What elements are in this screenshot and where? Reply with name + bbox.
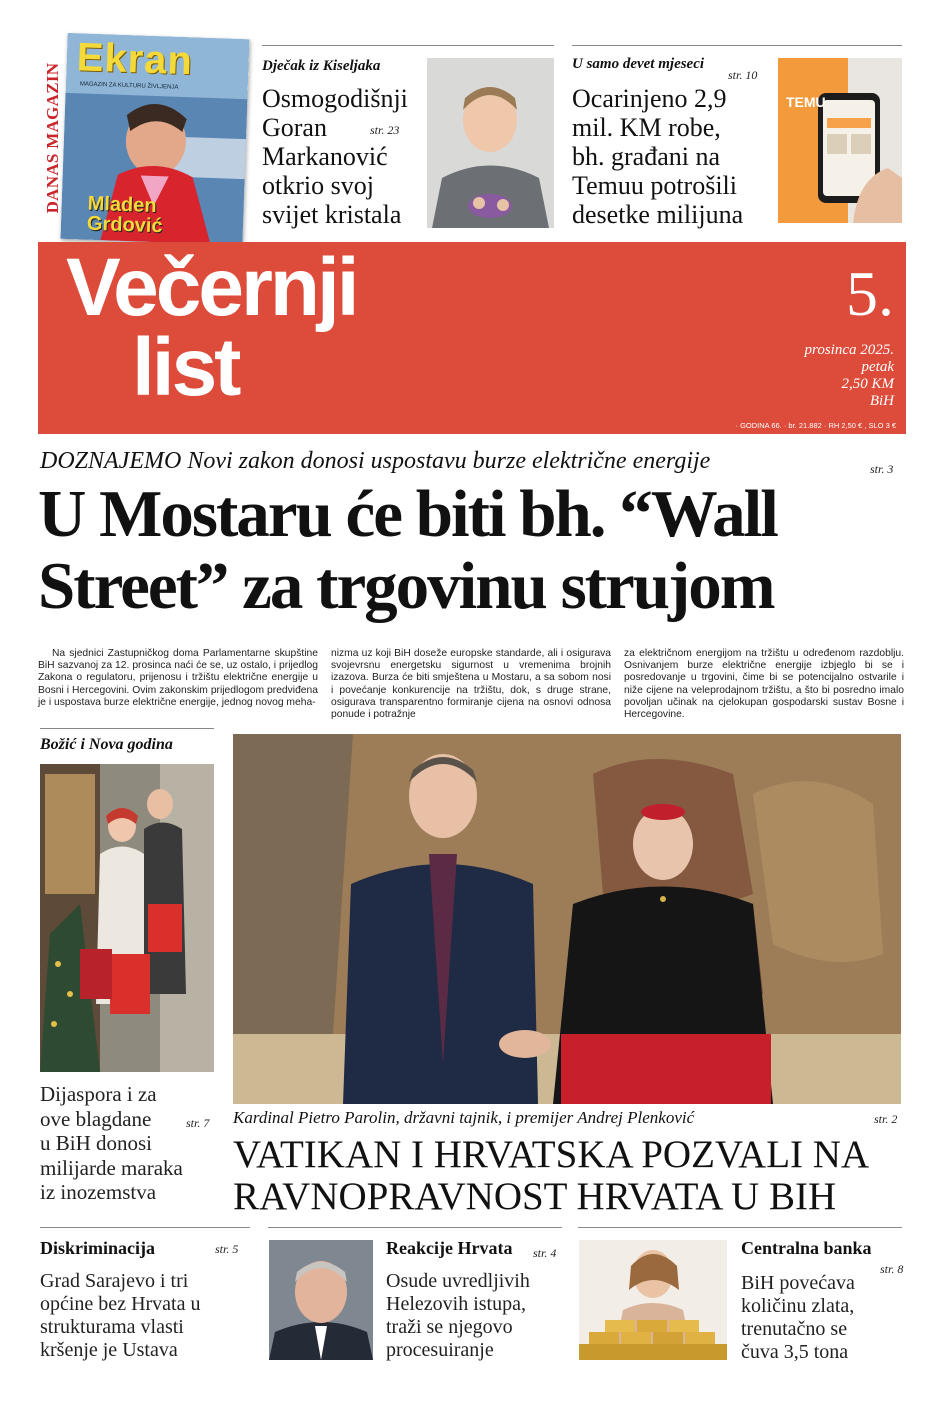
- shopping-couple-photo[interactable]: [40, 764, 214, 1072]
- magazine-vertical-label: DANAS MAGAZIN: [43, 62, 62, 214]
- vatican-meeting-photo[interactable]: [233, 734, 901, 1104]
- holidays-page-ref: str. 7: [186, 1116, 210, 1130]
- magazine-cover[interactable]: [60, 33, 249, 245]
- magazine-title: Ekran: [76, 35, 194, 84]
- issue-day: 5.: [846, 258, 894, 329]
- reactions-page-ref: str. 4: [533, 1246, 557, 1260]
- vatican-caption: Kardinal Pietro Parolin, državni tajnik, i premijer Andrej Plenković: [233, 1108, 695, 1127]
- teaser-headline[interactable]: Ocarinjeno 2,9 mil. KM robe, bh. građani na Temuu potrošili desetke milijuna: [572, 84, 744, 229]
- masthead-title[interactable]: Večernji list: [66, 242, 357, 413]
- teaser-page-ref: str. 10: [728, 68, 758, 82]
- central-bank-headline[interactable]: BiH povećava količinu zlata, trenutačno se čuva 3,5 tona: [741, 1272, 855, 1363]
- issue-info: · GODINA 66. · br. 21.882 · RH 2,50 € , SLO 3 €: [735, 421, 896, 430]
- boy-photo[interactable]: [427, 58, 554, 228]
- lead-headline[interactable]: U Mostaru će biti bh. “Wall Street” za trgovinu strujom: [38, 477, 777, 623]
- lead-body-col1: Na sjednici Zastupničkog doma Parlamentarne skupštine BiH sazvanoj za 12. prosinca naći će se, uz ostalo, i prijedlog Zakona o regulatoru, prijenosu i tržištu električne energije u Bosni i Hercegovini. Ovim zakonskim prijedlogom predviđena je i uspostava burze električne energije, jednog novog meha-: [38, 648, 318, 708]
- holidays-headline[interactable]: Dijaspora i za ove blagdane u BiH donosi milijarde maraka iz inozemstva: [40, 1082, 183, 1204]
- vatican-headline[interactable]: VATIKAN I HRVATSKA POZVALI NA RAVNOPRAVNOST HRVATA U BIH: [233, 1133, 870, 1218]
- politician-photo[interactable]: [269, 1240, 373, 1360]
- temu-logo: TEMU: [786, 94, 826, 110]
- issue-date-block: prosinca 2025. petak 2,50 KM BiH: [804, 342, 894, 409]
- lead-body-col2: nizma uz koji BiH doseže europske standarde, ali i osigurava svojevrsnu energetsku sigurnost u vremenima brojnih izazova. Burza će biti smještena u Mostaru, a sa sobom nosi i povećanje konkurencije na tržištu, dok, s druge strane, osigurava transparentno formiranje cijena na osnovi odnosa ponude i potražnje: [331, 648, 611, 721]
- temu-phone-photo[interactable]: [778, 58, 902, 223]
- reactions-section: Reakcije Hrvata: [386, 1238, 513, 1258]
- teaser-kicker: U samo devet mjeseci: [572, 56, 705, 72]
- teaser-headline[interactable]: Osmogodišnji Goran Markanović otkrio svoj svijet kristala: [262, 84, 408, 229]
- discrimination-section: Diskriminacija: [40, 1238, 155, 1258]
- central-bank-page-ref: str. 8: [880, 1262, 904, 1276]
- discrimination-page-ref: str. 5: [215, 1242, 239, 1256]
- vatican-page-ref: str. 2: [874, 1112, 898, 1126]
- gold-bars-photo[interactable]: [579, 1240, 727, 1360]
- holidays-kicker: Božić i Nova godina: [40, 736, 173, 753]
- teaser-page-ref: str. 23: [370, 123, 400, 137]
- masthead-band: [38, 242, 906, 434]
- magazine-cover-name: Mladen Grdović: [86, 192, 163, 238]
- reactions-headline[interactable]: Osude uvredljivih Helezovih istupa, traži se njegovo procesuiranje: [386, 1270, 530, 1361]
- lead-page-ref: str. 3: [870, 462, 894, 476]
- lead-kicker: DOZNAJEMO Novi zakon donosi uspostavu burze električne energije: [40, 448, 711, 474]
- magazine-tagline: MAGAZIN ZA KULTURU ŽIVLJENJA: [79, 81, 179, 91]
- discrimination-headline[interactable]: Grad Sarajevo i tri općine bez Hrvata u strukturama vlasti kršenje je Ustava: [40, 1270, 201, 1361]
- lead-body-col3: za električnom energijom na tržištu u određenom razdoblju. Osnivanjem burze električne energije izbjeglo bi se i posredovanje u trgovini, čime bi se potencijalno ostvarile i niže cijene na veleprodajnom tržištu, a što bi posredno imalo povoljan učinak na cjelokupan gospodarski sustav Bosne i Hercegovine.: [624, 648, 904, 721]
- central-bank-section: Centralna banka: [741, 1238, 872, 1258]
- teaser-kicker: Dječak iz Kiseljaka: [262, 58, 381, 74]
